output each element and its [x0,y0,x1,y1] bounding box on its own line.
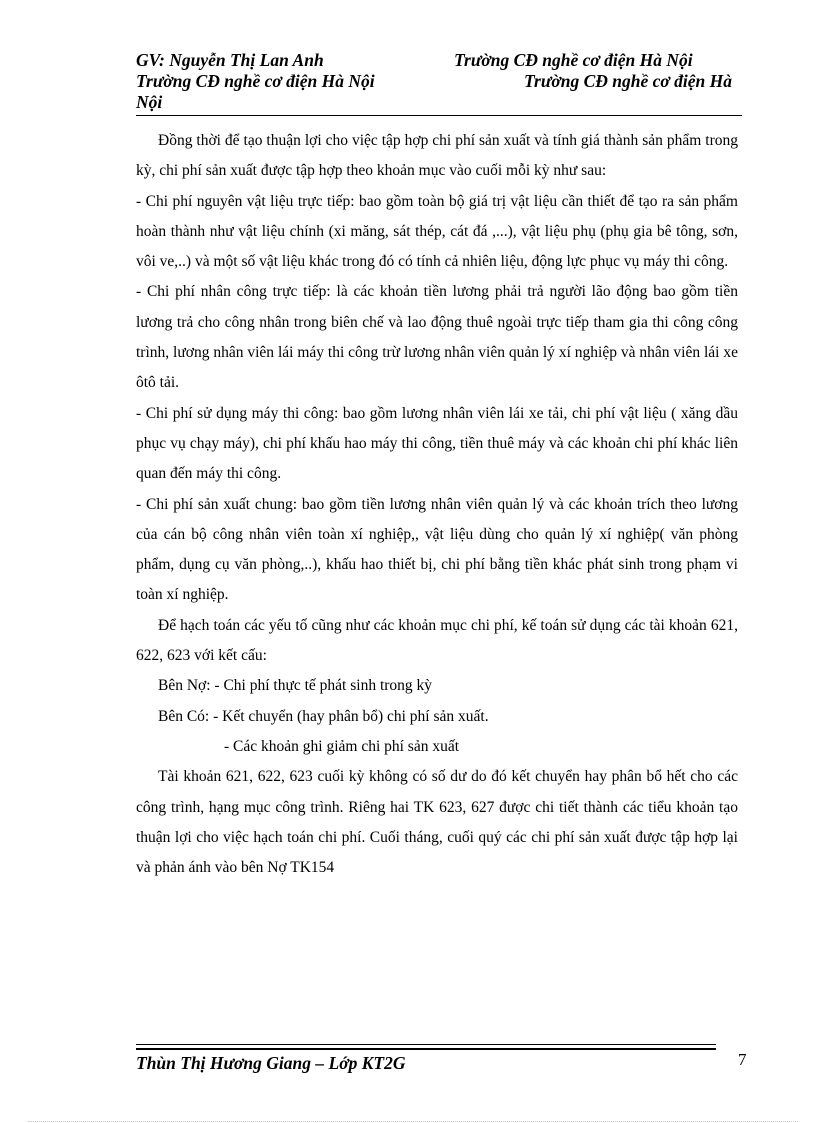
paragraph-direct-material: - Chi phí nguyên vật liệu trực tiếp: bao gồm toàn bộ giá trị vật liệu cần thiết để tạo ra sản phẩm hoàn thành như vật liệu chính (xi măng, sát thép, cát đá ,...), vật liệu phụ (phụ gia bê tông, sơn, vôi ve,..) và một số vật liệu khác trong đó có tính cả nhiên liệu, động lực phục vụ máy thi công. [136,192,738,271]
footer-rule-thin [136,1044,716,1045]
credit-side-line-2: - Các khoản ghi giảm chi phí sản xuất [224,737,460,755]
school-name: Trường CĐ nghề cơ điện Hà Nội [454,50,693,70]
header-line-1 [136,50,742,71]
paragraph-general-cost: - Chi phí sản xuất chung: bao gồm tiền lương nhân viên quản lý và các khoản trích theo lương của cán bộ công nhân viên toàn xí nghiệp,, vật liệu dùng cho quản lý xí nghiệp( văn phòng phẩm, dụng cụ văn phòng,..), khấu hao thiết bị, chi phí bằng tiền khác phát sinh trong phạm vi toàn xí nghiệp. [136,495,738,604]
school-name-repeat: Trường CĐ nghề cơ điện Hà Nội [136,71,375,91]
paragraph-direct-labor: - Chi phí nhân công trực tiếp: là các khoản tiền lương phải trả người lão động bao gồm tiền lương trả cho công nhân trong biên chế và lao động thuê ngoài trực tiếp tham gia thi công công trình, lương nhân viên lái máy thi công trừ lương nhân viên quản lý xí nghiệp và nhân viên lái xe ôtô tải. [136,283,738,392]
paragraph-accounts: Để hạch toán các yếu tố cũng như các khoản mục chi phí, kế toán sử dụng các tài khoản 621, 622, 623 với kết cấu: [136,616,738,665]
header-wrap-text: Nội [136,92,163,112]
teacher-name: GV: Nguyễn Thị Lan Anh [136,50,324,70]
header-rule [136,115,742,116]
school-name-repeat-2: Trường CĐ nghề cơ điện Hà [524,71,733,91]
paragraph-machine-cost: - Chi phí sử dụng máy thi công: bao gồm lương nhân viên lái xe tải, chi phí vật liệu ( xăng dầu phục vụ chạy máy), chi phí khấu hao máy thi công, tiền thuê máy và các khoản chi phí khác liên quan đến máy thi công. [136,404,738,483]
paragraph-closing: Tài khoản 621, 622, 623 cuối kỳ không có số dư do đó kết chuyển hay phân bổ hết cho các công trình, hạng mục công trình. Riêng hai TK 623, 627 được chi tiết thành các tiểu khoản tạo thuận lợi cho việc hạch toán chi phí. Cuối tháng, cuối quý các chi phí sản xuất được tập hợp lại và phản ánh vào bên Nợ TK154 [136,768,738,877]
header-line-2 [136,71,742,92]
paragraph-intro: Đồng thời để tạo thuận lợi cho việc tập hợp chi phí sản xuất và tính giá thành sản phẩm trong kỳ, chi phí sản xuất được tập hợp theo khoản mục vào cuối mỗi kỳ như sau: [136,132,738,180]
credit-side-line: Bên Có: - Kết chuyển (hay phân bổ) chi phí sản xuất. [158,707,489,725]
header-line-3 [136,92,742,113]
footer-author: Thùn Thị Hương Giang – Lớp KT2G [136,1053,406,1073]
page-header [136,50,742,113]
debit-side-line: Bên Nợ: - Chi phí thực tế phát sinh trong kỳ [158,677,433,695]
page-edge-dotted-line [28,1121,798,1122]
document-body [136,126,738,883]
footer-rule-thick [136,1048,716,1050]
page-number: 7 [738,1050,747,1069]
